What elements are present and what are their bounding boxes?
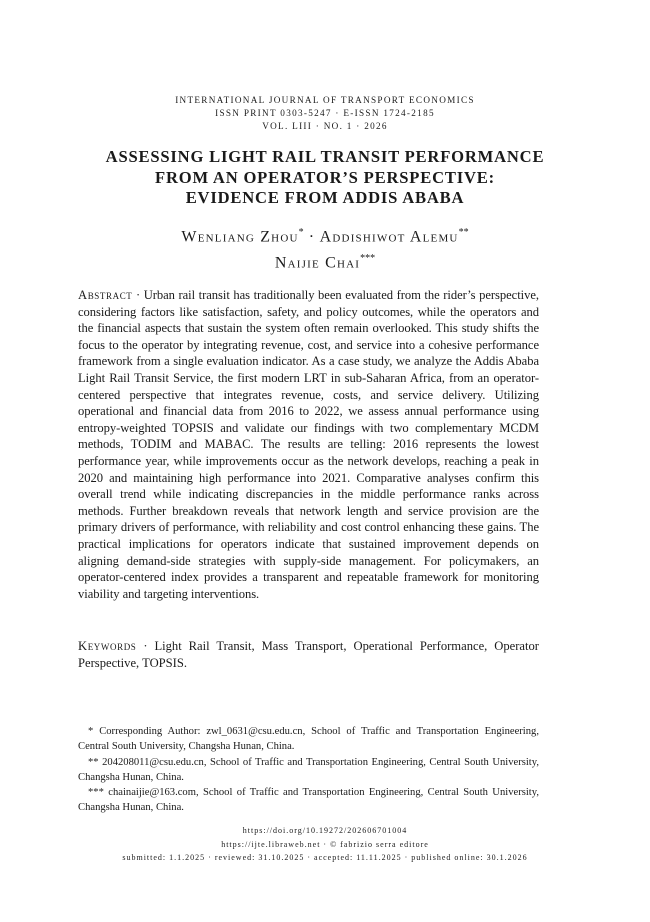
abstract-text: Urban rail transit has traditionally been evaluated from the rider’s perspective, considering factors like satisfaction, safety, and policy outcomes, while the operators and the financial aspects that sustain the system often remain overlooked. This study shifts the focus to the operator by integrating revenue, cost, and service into a cohesive performance framework from a single evaluation indicator. As a case study, we analyze the Addis Ababa Light Rail Transit Service, the first modern LRT in sub-Saharan Africa, from an operator-centered perspective that integrates revenue, costs, and service delivery. Utilizing operational and financial data from 2016 to 2022, we assess annual performance using entropy-weighted TOPSIS and validate our findings with two complementary MCDM methods, TODIM and MABAC. The results are telling: 2016 represents the lowest performance year, while improvements occur as the network develops, reaching a peak in 2020 and maintaining high performance into 2021. Comparative analyses confirm this overall trend while indicating discrepancies in the middle performance ranks across methods. Further breakdown reveals that network length and service provision are the primary drivers of performance, with reliability and cost control enhancing these gains. The practical implications for operators indicate that sustained improvement depends on aligning demand-side strategies with supply-side management. For policymakers, an operator-centered index provides a transparent and repeatable framework for monitoring viability and targeting interventions. [78,288,539,601]
footnotes [78,724,539,816]
abstract-separator: · [132,288,144,302]
author-zhou: Wenliang Zhou [181,228,299,246]
author-alemu-mark: ** [458,227,469,238]
keywords-label: Keywords [78,639,137,653]
author-line-2 [60,248,590,274]
title-line-1: ASSESSING LIGHT RAIL TRANSIT PERFORMANCE [105,147,545,166]
submission-dates: submitted: 1.1.2025 · reviewed: 31.10.2025 · accepted: 11.11.2025 · published online: 30.1.2026 [122,853,528,862]
author-alemu: Addishiwot Alemu [319,228,459,246]
abstract-label: Abstract [78,288,133,302]
doi-link[interactable]: https://doi.org/10.19272/202606701004 [242,826,408,835]
journal-volume: VOL. LIII · NO. 1 · 2026 [262,120,388,131]
keywords-separator: · [136,639,155,653]
footnote-3: *** chainaijie@163.com, School of Traffic and Transportation Engineering, Central South University, Changsha Hunan, China. [78,787,539,814]
author-zhou-mark: * [298,227,304,238]
paper-title [60,147,590,209]
journal-url[interactable]: https://ijte.libraweb.net · © fabrizio serra editore [221,839,429,849]
footnote-2: ** 204208011@csu.edu.cn, School of Traffic and Transportation Engineering, Central South University, Changsha Hunan, China. [78,756,539,783]
author-chai: Naijie Chai [274,254,361,272]
keywords-text: Light Rail Transit, Mass Transport, Operational Performance, Operator Perspective, TOPSIS. [78,639,539,670]
abstract [78,287,539,602]
title-line-2: FROM AN OPERATOR’S PERSPECTIVE: [155,167,495,187]
author-list [60,222,590,275]
footnote-1: * Corresponding Author: zwl_0631@csu.edu.cn, School of Traffic and Transportation Engineering, Central South University, Changsha Hunan, China. [78,726,539,753]
author-line-1 [60,222,590,248]
journal-issn: ISSN PRINT 0303-5247 · E-ISSN 1724-2185 [215,107,435,118]
journal-header [0,94,650,132]
author-separator: · [303,228,320,246]
journal-name: INTERNATIONAL JOURNAL OF TRANSPORT ECONOMICS [175,95,475,105]
title-line-3: EVIDENCE FROM ADDIS ABABA [185,188,465,208]
page-footer [0,824,650,865]
keywords [78,638,539,671]
author-chai-mark: *** [360,253,376,265]
